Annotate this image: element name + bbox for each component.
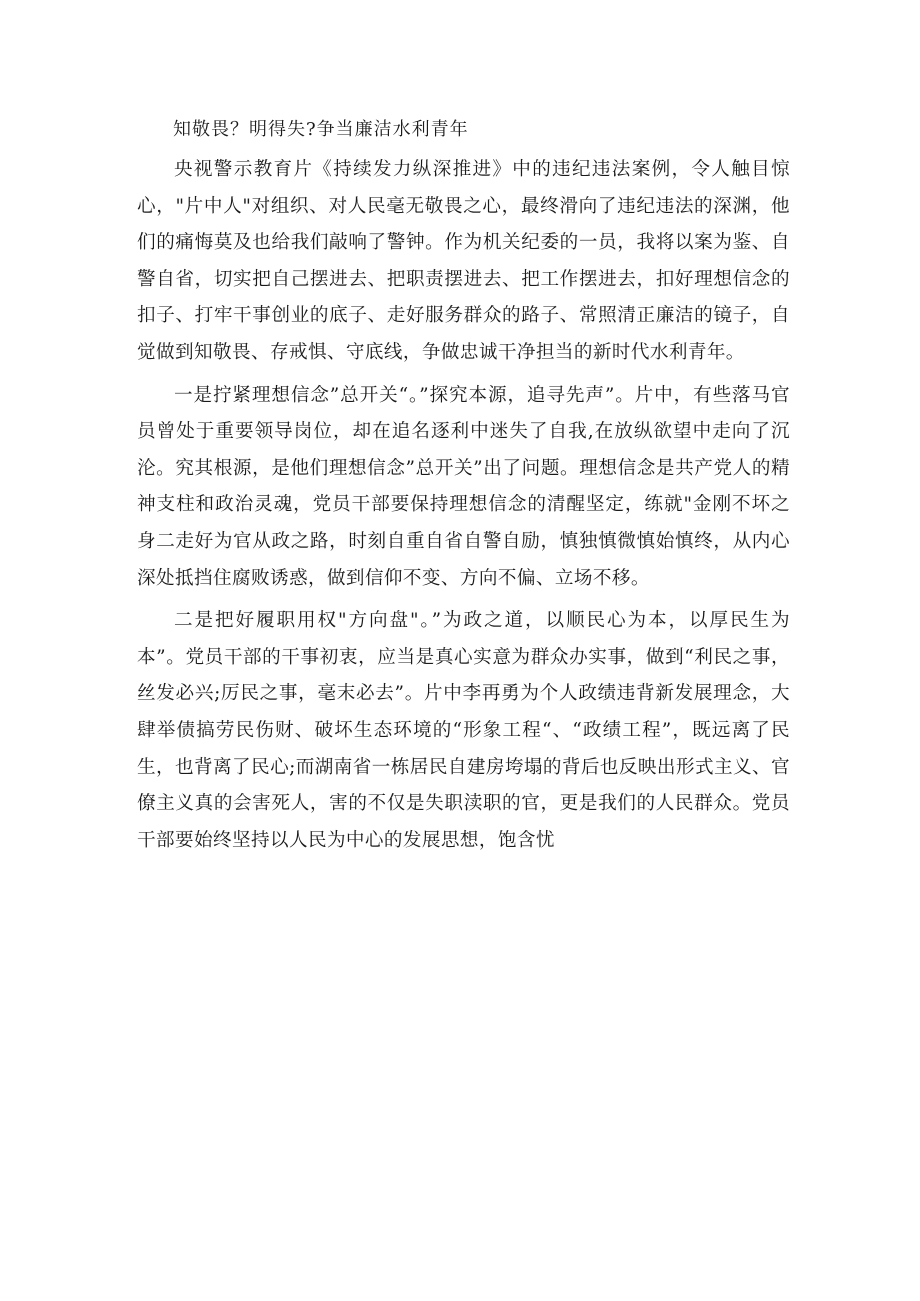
paragraph-intro: 央视警示教育片《持续发力纵深推进》中的违纪违法案例，令人触目惊心，"片中人"对组织、对人民毫无敬畏之心，最终滑向了违纪违法的深渊，他们的痛悔莫及也给我们敲响了警钟。作为机关纪委的一员，我将以案为鉴、自警自省，切实把自己摆进去、把职责摆进去、把工作摆进去，扣好理想信念的扣子、打牢干事创业的底子、走好服务群众的路子、常照清正廉洁的镜子，自觉做到知敬畏、存戒惧、守底线，争做忠诚干净担当的新时代水利青年。: [137, 159, 790, 363]
paragraph-ideals: 一是拧紧理想信念”总开关“。”探究本源，追寻先声”。片中，有些落马官员曾处于重要领导岗位，却在追名逐利中迷失了自我,在放纵欲望中走向了沉沦。究其根源，是他们理想信念”总开关”出了问题。理想信念是共产党人的精神支柱和政治灵魂，党员干部要保持理想信念的清醒坚定，练就"金刚不坏之身二走好为官从政之路，时刻自重自省自警自励，慎独慎微慎始慎终，从内心深处抵挡住腐败诱惑，做到信仰不变、方向不偏、立场不移。: [137, 384, 790, 589]
document-body: [137, 112, 790, 859]
paragraph-power: 二是把好履职用权"方向盘"。”为政之道，以顺民心为本，以厚民生为本”。党员干部的干事初衷，应当是真心实意为群众办实事，做到“利民之事，丝发必兴;厉民之事，毫末必去”。片中李再勇为个人政绩违背新发展理念，大肆举债搞劳民伤财、破坏生态环境的“形象工程“、“政绩工程”，既远离了民生，也背离了民心;而湖南省一栋居民自建房垮塌的背后也反映出形式主义、官僚主义真的会害死人，害的不仅是失职渎职的官，更是我们的人民群众。党员干部要始终坚持以人民为中心的发展思想，饱含忧: [137, 610, 790, 851]
document-title: 知敬畏？明得失?争当廉洁水利青年: [173, 119, 469, 140]
